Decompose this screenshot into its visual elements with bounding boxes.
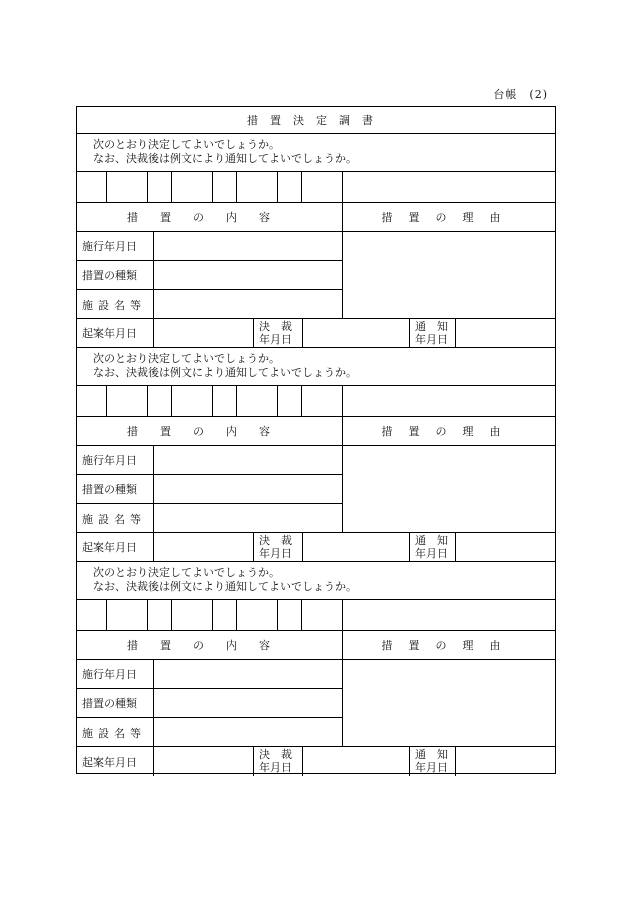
stamp-cell[interactable] bbox=[107, 172, 148, 202]
approval-date-label: 決 裁 年月日 bbox=[254, 319, 303, 347]
approval-date-field[interactable] bbox=[303, 747, 410, 776]
stamp-cells-row bbox=[77, 172, 555, 203]
message-line-2: なお、決裁後は例文により通知してよいでしょうか。 bbox=[93, 152, 357, 165]
stamp-cell[interactable] bbox=[278, 600, 302, 630]
stamp-cell[interactable] bbox=[343, 386, 555, 416]
approval-message bbox=[77, 348, 555, 386]
approval-date-field[interactable] bbox=[303, 533, 410, 561]
measure-reason-field[interactable] bbox=[343, 446, 555, 532]
stamp-cell[interactable] bbox=[343, 172, 555, 202]
notice-date-field[interactable] bbox=[456, 319, 555, 347]
message-line-1: 次のとおり決定してよいでしょうか。 bbox=[93, 352, 280, 365]
content-heading: 措置の内容 bbox=[77, 631, 343, 659]
section-heading-row bbox=[77, 417, 555, 446]
stamp-cell[interactable] bbox=[77, 600, 107, 630]
notice-date-field[interactable] bbox=[456, 533, 555, 561]
measure-reason-field[interactable] bbox=[343, 660, 555, 746]
enforcement-date-field[interactable] bbox=[154, 660, 342, 688]
message-line-2: なお、決裁後は例文により通知してよいでしょうか。 bbox=[93, 580, 357, 593]
notice-date-label: 通 知 年月日 bbox=[410, 319, 456, 347]
stamp-cell[interactable] bbox=[172, 172, 213, 202]
message-line-1: 次のとおり決定してよいでしょうか。 bbox=[93, 138, 280, 151]
approval-message bbox=[77, 134, 555, 172]
stamp-cell[interactable] bbox=[148, 172, 172, 202]
stamp-cell[interactable] bbox=[343, 600, 555, 630]
notice-date-label: 通 知 年月日 bbox=[410, 747, 456, 776]
stamp-cell[interactable] bbox=[148, 386, 172, 416]
approval-date-field[interactable] bbox=[303, 319, 410, 347]
stamp-cells-row bbox=[77, 600, 555, 631]
stamp-cell[interactable] bbox=[302, 386, 343, 416]
stamp-cell[interactable] bbox=[278, 172, 302, 202]
stamp-cell[interactable] bbox=[213, 386, 237, 416]
measure-block bbox=[77, 232, 555, 319]
measure-type-field[interactable] bbox=[154, 475, 342, 503]
stamp-cell[interactable] bbox=[213, 600, 237, 630]
form-title: 措置決定調書 bbox=[77, 107, 555, 134]
stamp-cell[interactable] bbox=[213, 172, 237, 202]
reason-heading: 措置の理由 bbox=[381, 425, 517, 438]
notice-date-label: 通 知 年月日 bbox=[410, 533, 456, 561]
facility-name-label: 施設名等 bbox=[77, 718, 154, 747]
stamp-cell[interactable] bbox=[172, 386, 213, 416]
measure-type-field[interactable] bbox=[154, 261, 342, 289]
decision-form bbox=[76, 106, 556, 774]
facility-name-field[interactable] bbox=[154, 290, 342, 319]
draft-date-field[interactable] bbox=[154, 747, 254, 776]
stamp-cell[interactable] bbox=[77, 172, 107, 202]
reason-heading: 措置の理由 bbox=[381, 211, 517, 224]
content-heading: 措置の内容 bbox=[77, 203, 343, 231]
measure-block bbox=[77, 660, 555, 747]
draft-date-label: 起案年月日 bbox=[77, 319, 154, 347]
facility-name-label: 施設名等 bbox=[77, 504, 154, 533]
stamp-cell[interactable] bbox=[237, 386, 278, 416]
enforcement-date-field[interactable] bbox=[154, 232, 342, 260]
facility-name-label: 施設名等 bbox=[77, 290, 154, 319]
stamp-cell[interactable] bbox=[302, 172, 343, 202]
measure-block bbox=[77, 446, 555, 533]
stamp-cell[interactable] bbox=[148, 600, 172, 630]
date-row bbox=[77, 747, 555, 776]
measure-type-label: 措置の種類 bbox=[77, 475, 154, 503]
enforcement-date-field[interactable] bbox=[154, 446, 342, 474]
measure-type-label: 措置の種類 bbox=[77, 261, 154, 289]
draft-date-label: 起案年月日 bbox=[77, 533, 154, 561]
stamp-cells-row bbox=[77, 386, 555, 417]
facility-name-field[interactable] bbox=[154, 504, 342, 533]
reason-heading: 措置の理由 bbox=[381, 639, 517, 652]
stamp-cell[interactable] bbox=[77, 386, 107, 416]
approval-date-label: 決 裁 年月日 bbox=[254, 533, 303, 561]
enforcement-date-label: 施行年月日 bbox=[77, 446, 154, 474]
stamp-cell[interactable] bbox=[237, 600, 278, 630]
notice-date-field[interactable] bbox=[456, 747, 555, 776]
approval-date-label: 決 裁 年月日 bbox=[254, 747, 303, 776]
date-row bbox=[77, 533, 555, 562]
measure-reason-field[interactable] bbox=[343, 232, 555, 318]
stamp-cell[interactable] bbox=[302, 600, 343, 630]
ledger-tag: 台帳 (2) bbox=[493, 88, 548, 101]
section-heading-row bbox=[77, 631, 555, 660]
content-heading: 措置の内容 bbox=[77, 417, 343, 445]
enforcement-date-label: 施行年月日 bbox=[77, 660, 154, 688]
message-line-1: 次のとおり決定してよいでしょうか。 bbox=[93, 566, 280, 579]
stamp-cell[interactable] bbox=[237, 172, 278, 202]
section-heading-row bbox=[77, 203, 555, 232]
draft-date-label: 起案年月日 bbox=[77, 747, 154, 776]
enforcement-date-label: 施行年月日 bbox=[77, 232, 154, 260]
stamp-cell[interactable] bbox=[172, 600, 213, 630]
date-row bbox=[77, 319, 555, 348]
draft-date-field[interactable] bbox=[154, 533, 254, 561]
measure-type-field[interactable] bbox=[154, 689, 342, 717]
message-line-2: なお、決裁後は例文により通知してよいでしょうか。 bbox=[93, 366, 357, 379]
stamp-cell[interactable] bbox=[278, 386, 302, 416]
facility-name-field[interactable] bbox=[154, 718, 342, 747]
approval-message bbox=[77, 562, 555, 600]
draft-date-field[interactable] bbox=[154, 319, 254, 347]
stamp-cell[interactable] bbox=[107, 386, 148, 416]
stamp-cell[interactable] bbox=[107, 600, 148, 630]
measure-type-label: 措置の種類 bbox=[77, 689, 154, 717]
